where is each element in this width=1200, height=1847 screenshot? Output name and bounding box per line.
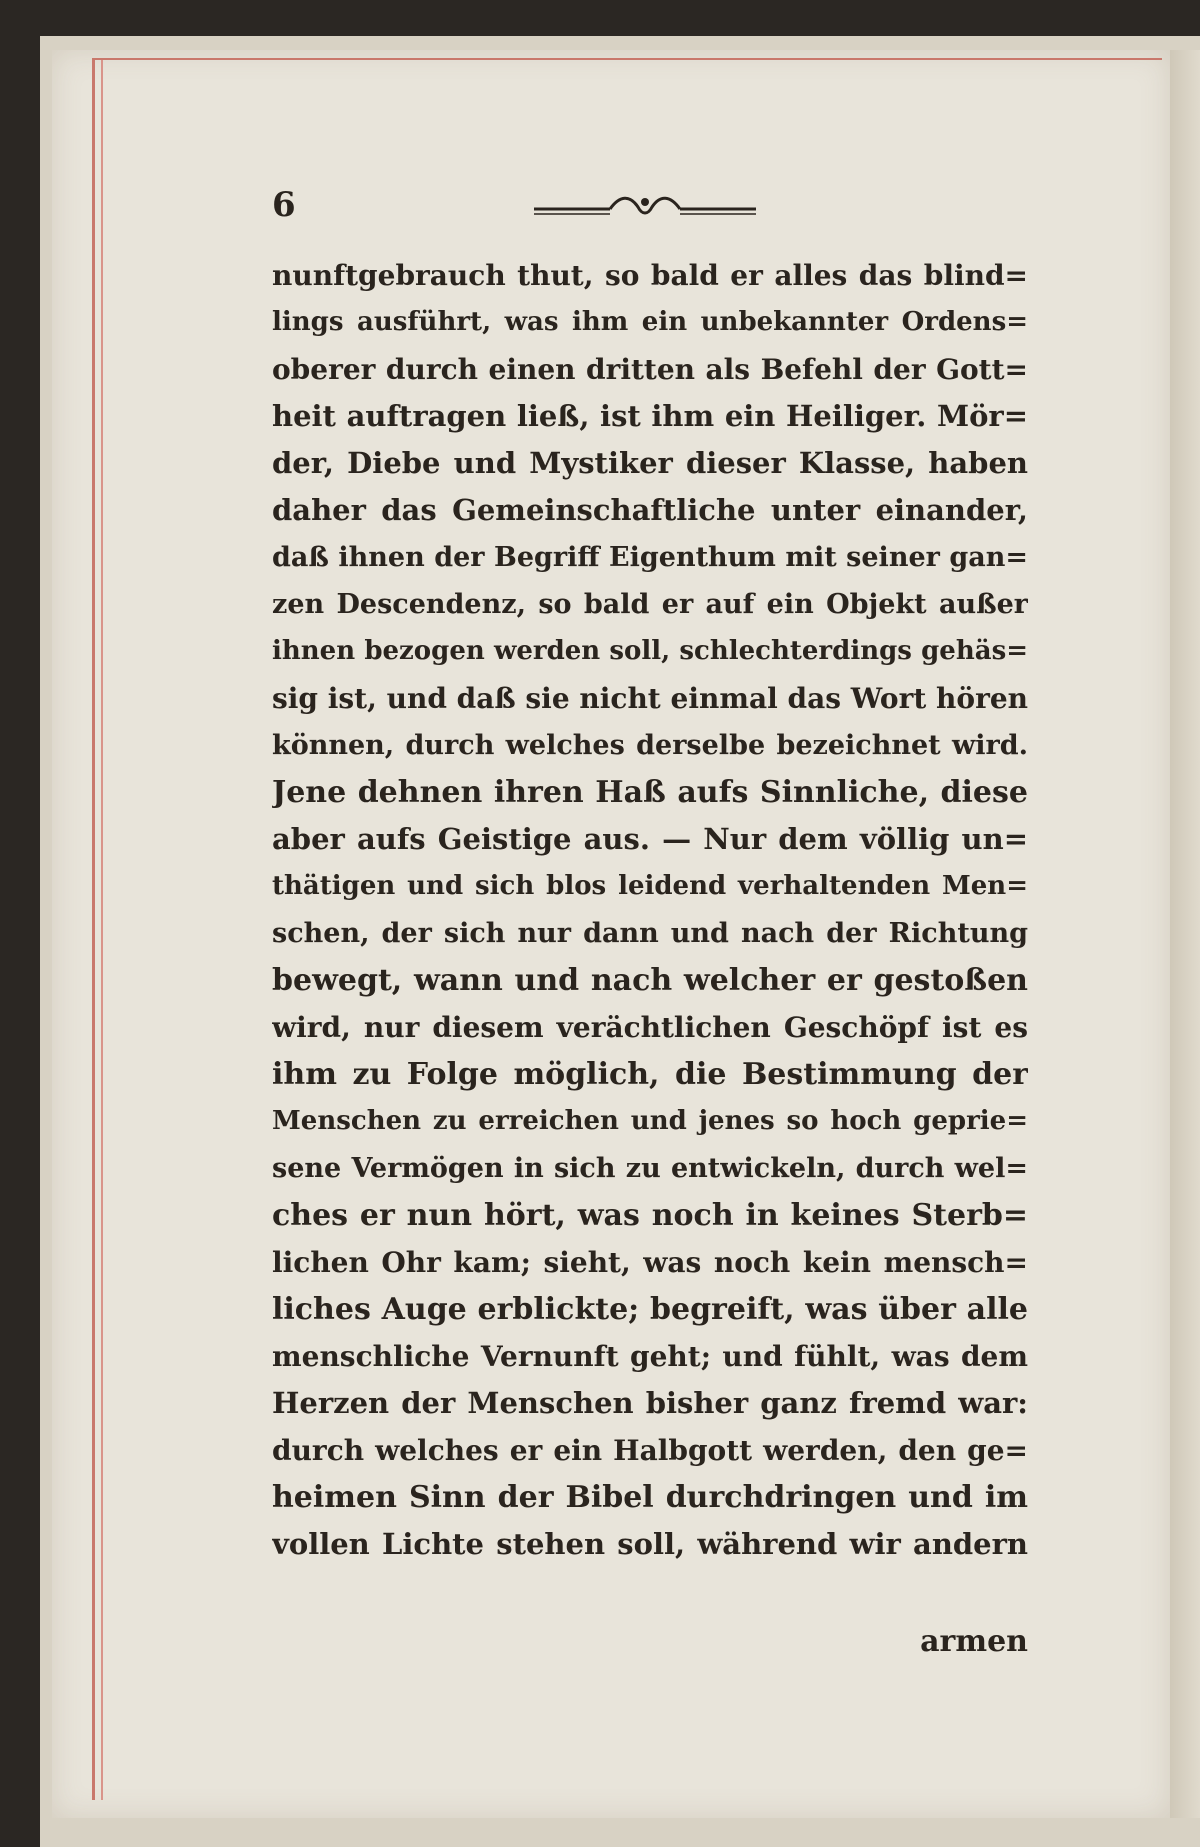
text-line: schen, der sich nur dann und nach der Richtung	[272, 918, 1028, 949]
next-page-edge	[1170, 50, 1200, 1818]
text-line: daher das Gemeinschaftliche unter einander,	[272, 493, 1028, 527]
text-line: ihm zu Folge möglich, die Bestimmung der	[272, 1057, 1028, 1092]
text-line: nunftgebrauch thut, so bald er alles das blind=	[272, 259, 1028, 292]
text-line: der, Diebe und Mystiker dieser Klasse, haben	[272, 446, 1028, 480]
text-line: lings ausführt, was ihm ein unbekannter Ordens=	[272, 307, 1028, 337]
text-line: bewegt, wann und nach welcher er gestoßen	[272, 963, 1028, 998]
text-line: durch welches er ein Halbgott werden, den ge=	[272, 1434, 1028, 1467]
text-line: heimen Sinn der Bibel durchdringen und im	[272, 1480, 1028, 1515]
text-line: zen Descendenz, so bald er auf ein Objekt außer	[272, 589, 1028, 620]
catchword: armen	[920, 1624, 1028, 1659]
text-line: sig ist, und daß sie nicht einmal das Wort hören	[272, 682, 1028, 715]
header-ornament-icon	[530, 193, 760, 219]
text-line: heit auftragen ließ, ist ihm ein Heiliger. Mör=	[272, 399, 1028, 433]
text-line: ihnen bezogen werden soll, schlechterdings gehäs=	[272, 636, 1028, 666]
page-header	[272, 185, 1032, 235]
text-line: Jene dehnen ihren Haß aufs Sinnliche, diese	[272, 775, 1028, 810]
text-line: ches er nun hört, was noch in keines Sterb=	[272, 1198, 1028, 1233]
text-line: sene Vermögen in sich zu entwickeln, durch wel=	[272, 1153, 1028, 1184]
text-line: liches Auge erblickte; begreift, was über alle	[272, 1292, 1028, 1327]
left-red-rule	[92, 60, 95, 1800]
text-line: Menschen zu erreichen und jenes so hoch geprie=	[272, 1106, 1028, 1136]
text-line: aber aufs Geistige aus. — Nur dem völlig un=	[272, 822, 1028, 856]
text-line: thätigen und sich blos leidend verhaltenden Men=	[272, 871, 1028, 901]
body-text	[272, 252, 1028, 1568]
text-line: vollen Lichte stehen soll, während wir andern	[272, 1527, 1028, 1561]
text-line: oberer durch einen dritten als Befehl der Gott=	[272, 353, 1028, 386]
text-line: wird, nur diesem verächtlichen Geschöpf ist es	[272, 1011, 1028, 1044]
text-line: können, durch welches derselbe bezeichnet wird.	[272, 730, 1028, 761]
text-line: Herzen der Menschen bisher ganz fremd war:	[272, 1386, 1028, 1420]
left-red-rule-inner	[101, 60, 103, 1800]
top-red-rule	[92, 58, 1162, 60]
text-line: daß ihnen der Begriff Eigenthum mit seiner gan=	[272, 542, 1028, 573]
text-line: lichen Ohr kam; sieht, was noch kein mensch=	[272, 1246, 1028, 1279]
page-number: 6	[272, 185, 296, 225]
text-line: menschliche Vernunft geht; und fühlt, was dem	[272, 1340, 1028, 1373]
